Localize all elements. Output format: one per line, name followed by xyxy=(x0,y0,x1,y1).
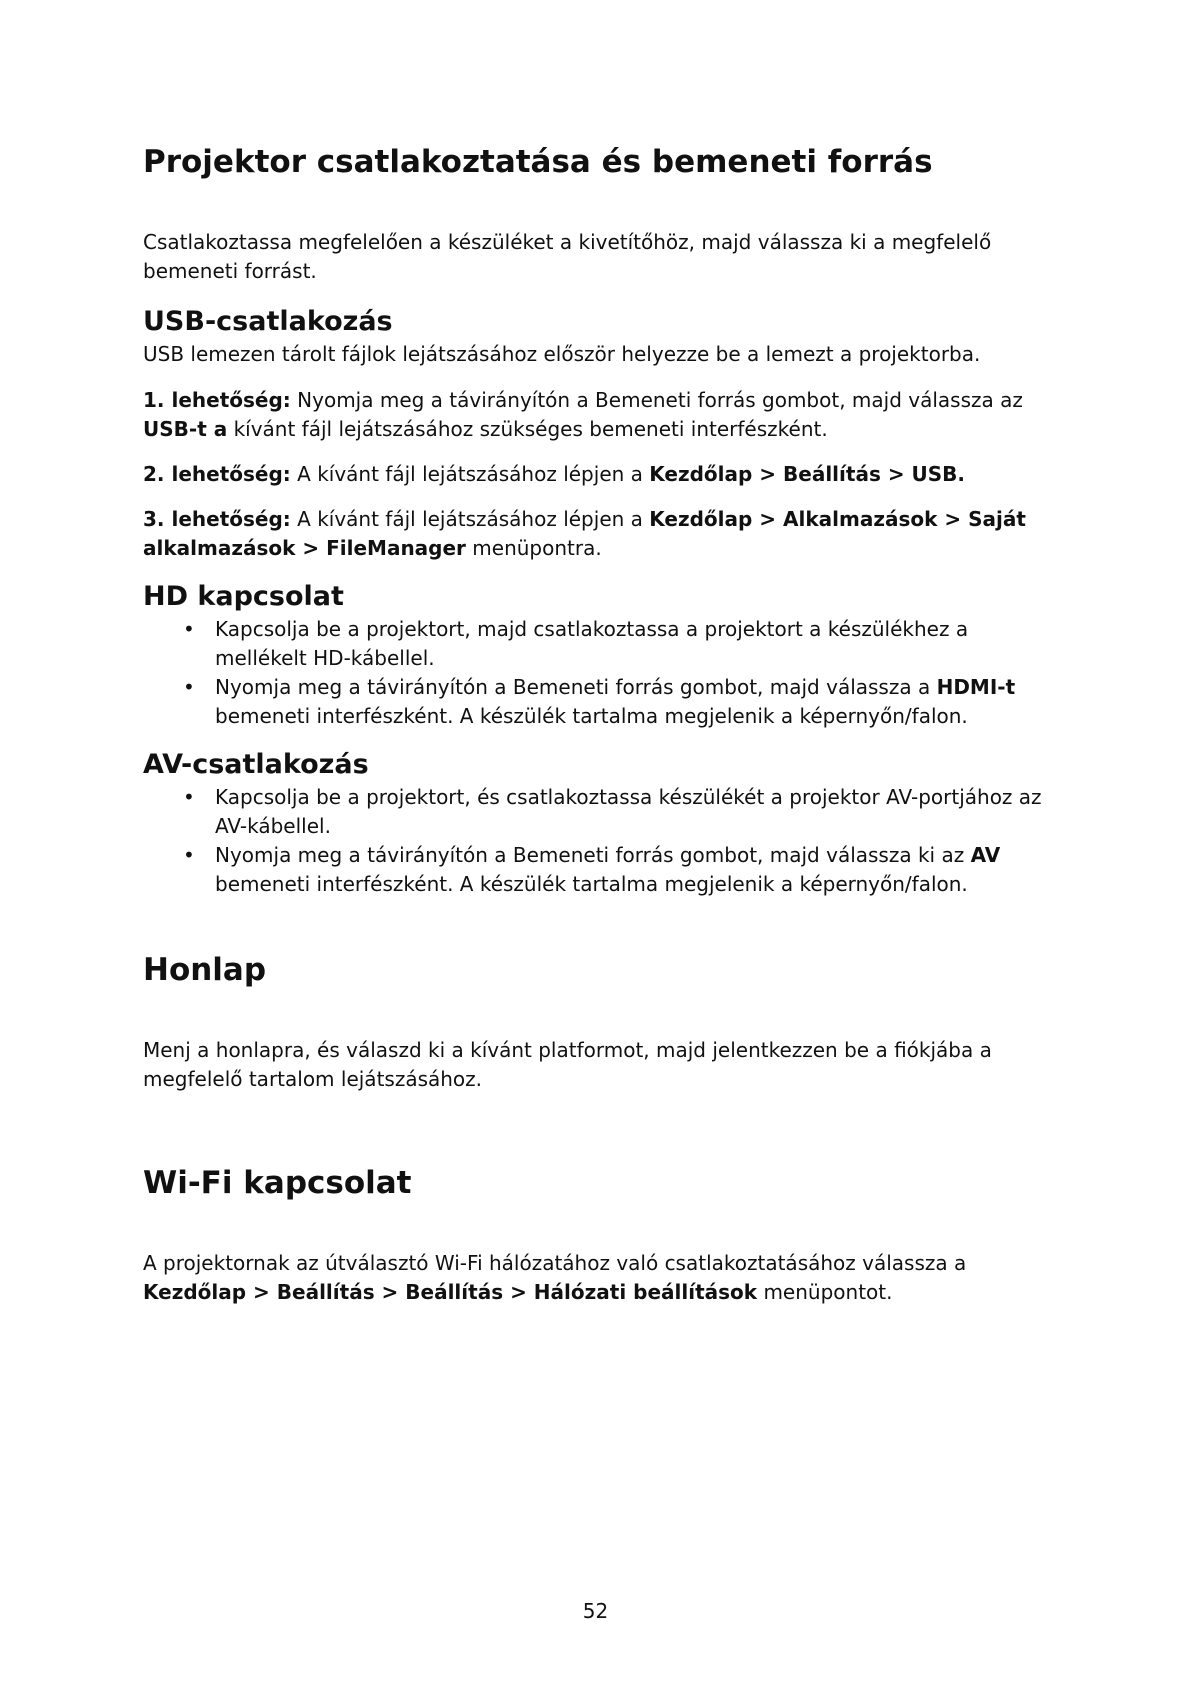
av-heading: AV-csatlakozás xyxy=(143,749,369,780)
usb-option-1 xyxy=(143,386,1073,444)
honlap-paragraph: Menj a honlapra, és válaszd ki a kívánt platformot, majd jelentkezzen be a fiókjába a megfelelő tartalom lejátszásához. xyxy=(143,1038,992,1091)
wifi-heading: Wi-Fi kapcsolat xyxy=(143,1165,412,1201)
hd-heading: HD kapcsolat xyxy=(143,581,344,612)
option-3-path: Kezdőlap > Alkalmazások > Saját alkalmazások > FileManager xyxy=(143,507,1026,560)
list-item: • Nyomja meg a távirányítón a Bemeneti forrás gombot, majd válassza a HDMI-t bemeneti interfészként. A készülék tartalma megjelenik a képernyőn/falon. xyxy=(143,673,1043,731)
option-3-suffix: menüpontra. xyxy=(465,536,602,560)
list-item: • Kapcsolja be a projektort, és csatlakoztassa készülékét a projektor AV-portjához az AV-kábellel. xyxy=(143,783,1043,841)
usb-heading: USB-csatlakozás xyxy=(143,306,393,337)
option-3-label: 3. lehetőség: xyxy=(143,507,291,531)
page-title: Projektor csatlakoztatása és bemeneti forrás xyxy=(143,144,933,180)
intro-paragraph: Csatlakoztassa megfelelően a készüléket a kivetítőhöz, majd válassza ki a megfelelő bemeneti forrást. xyxy=(143,230,992,283)
usb-option-2 xyxy=(143,460,1073,489)
option-3-text: A kívánt fájl lejátszásához lépjen a xyxy=(290,507,650,531)
page-number: 52 xyxy=(582,1599,609,1623)
honlap-heading: Honlap xyxy=(143,952,267,988)
av-bullet-list xyxy=(143,783,1043,899)
option-1-text-end: kívánt fájl lejátszásához szükséges bemeneti interfészként. xyxy=(227,417,828,441)
wifi-text-end: menüpontot. xyxy=(757,1280,893,1304)
wifi-paragraph xyxy=(143,1249,1073,1307)
option-1-bold: USB-t a xyxy=(143,417,228,441)
list-item: • Kapcsolja be a projektort, majd csatlakoztassa a projektort a készülékhez a mellékelt HD-kábellel. xyxy=(143,615,1043,673)
wifi-text: A projektornak az útválasztó Wi-Fi hálózatához való csatlakoztatásához válassza a xyxy=(143,1251,967,1275)
list-item: • Nyomja meg a távirányítón a Bemeneti forrás gombot, majd válassza ki az AV bemeneti interfészként. A készülék tartalma megjelenik a képernyőn/falon. xyxy=(143,841,1043,899)
hd-bullet-list xyxy=(143,615,1043,731)
usb-paragraph: USB lemezen tárolt fájlok lejátszásához először helyezze be a lemezt a projektorba. xyxy=(143,342,981,366)
option-2-text: A kívánt fájl lejátszásához lépjen a xyxy=(290,462,650,486)
option-1-label: 1. lehetőség: xyxy=(143,388,291,412)
option-1-text: Nyomja meg a távirányítón a Bemeneti forrás gombot, majd válassza az xyxy=(290,388,1023,412)
option-2-label: 2. lehetőség: xyxy=(143,462,291,486)
option-2-path: Kezdőlap > Beállítás > USB. xyxy=(649,462,966,486)
wifi-path: Kezdőlap > Beállítás > Beállítás > Hálózati beállítások xyxy=(143,1280,758,1304)
usb-option-3 xyxy=(143,505,1073,563)
